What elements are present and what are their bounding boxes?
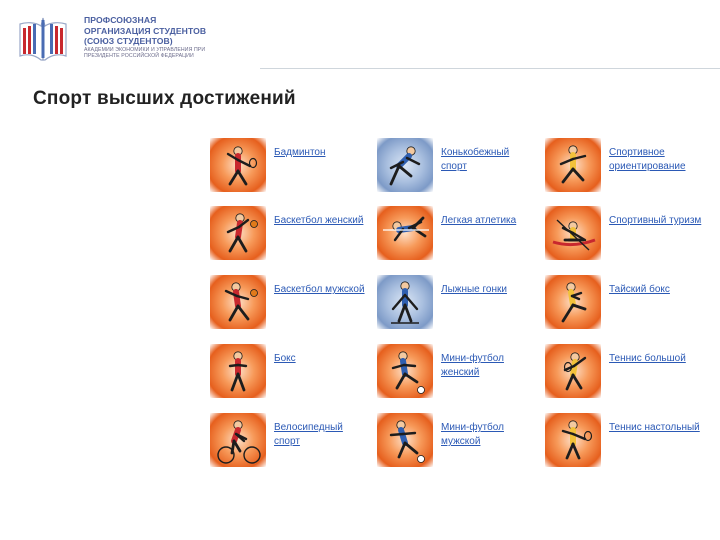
sport-item bbox=[377, 206, 537, 262]
sport-link[interactable]: Мини-футбол мужской bbox=[441, 422, 504, 447]
badminton-player-icon[interactable] bbox=[210, 138, 266, 192]
sport-link[interactable]: Велосипедный спорт bbox=[274, 422, 343, 447]
org-subline: АКАДЕМИИ ЭКОНОМИКИ И УПРАВЛЕНИЯ ПРИ bbox=[84, 46, 206, 53]
sport-item bbox=[377, 344, 537, 400]
womens-basketball-player-icon[interactable] bbox=[210, 206, 266, 260]
mens-footballer-icon[interactable] bbox=[377, 413, 433, 467]
sport-item bbox=[545, 206, 705, 262]
sport-link[interactable]: Бокс bbox=[274, 353, 296, 364]
sport-link[interactable]: Теннис настольный bbox=[609, 422, 700, 433]
orienteering-runner-icon[interactable] bbox=[545, 138, 601, 192]
org-line: (СОЮЗ СТУДЕНТОВ) bbox=[84, 36, 173, 47]
header bbox=[0, 0, 720, 70]
sport-item bbox=[545, 413, 705, 469]
athlete-jumper-icon[interactable] bbox=[377, 206, 433, 260]
cyclist-icon[interactable] bbox=[210, 413, 266, 467]
sport-item bbox=[210, 206, 370, 262]
sport-item bbox=[210, 413, 370, 469]
sport-item bbox=[377, 413, 537, 469]
thai-boxer-icon[interactable] bbox=[545, 275, 601, 329]
sport-link[interactable]: Конькобежный спорт bbox=[441, 147, 510, 172]
page-title: Спорт высших достижений bbox=[33, 88, 296, 109]
speed-skater-icon[interactable] bbox=[377, 138, 433, 192]
sport-item bbox=[377, 275, 537, 331]
header-divider bbox=[260, 68, 720, 69]
womens-footballer-icon[interactable] bbox=[377, 344, 433, 398]
sport-item bbox=[210, 344, 370, 400]
tennis-player-icon[interactable] bbox=[545, 344, 601, 398]
sport-link[interactable]: Лыжные гонки bbox=[441, 284, 507, 295]
book-logo-icon bbox=[14, 10, 72, 66]
sport-item bbox=[545, 138, 705, 194]
sport-link[interactable]: Баскетбол мужской bbox=[274, 284, 365, 295]
org-line: ПРОФСОЮЗНАЯ bbox=[84, 15, 157, 25]
sport-link[interactable]: Тайский бокс bbox=[609, 284, 670, 295]
boxer-icon[interactable] bbox=[210, 344, 266, 398]
sport-item bbox=[545, 275, 705, 331]
sport-link[interactable]: Спортивное ориентирование bbox=[609, 147, 686, 172]
sport-link[interactable]: Мини-футбол женский bbox=[441, 353, 504, 378]
sport-link[interactable]: Баскетбол женский bbox=[274, 215, 364, 226]
sport-link[interactable]: Легкая атлетика bbox=[441, 215, 517, 226]
mens-basketball-player-icon[interactable] bbox=[210, 275, 266, 329]
sport-item bbox=[377, 138, 537, 194]
org-subline: ПРЕЗИДЕНТЕ РОССИЙСКОЙ ФЕДЕРАЦИИ bbox=[84, 53, 194, 60]
sport-link[interactable]: Теннис большой bbox=[609, 353, 686, 364]
sport-link[interactable]: Бадминтон bbox=[274, 147, 326, 158]
org-line: ОРГАНИЗАЦИЯ СТУДЕНТОВ bbox=[84, 25, 207, 36]
organization-name bbox=[84, 15, 324, 59]
skier-icon[interactable] bbox=[377, 275, 433, 329]
kayaker-icon[interactable] bbox=[545, 206, 601, 260]
table-tennis-player-icon[interactable] bbox=[545, 413, 601, 467]
sport-item bbox=[545, 344, 705, 400]
sport-item bbox=[210, 138, 370, 194]
sport-item bbox=[210, 275, 370, 331]
sport-link[interactable]: Спортивный туризм bbox=[609, 215, 702, 226]
